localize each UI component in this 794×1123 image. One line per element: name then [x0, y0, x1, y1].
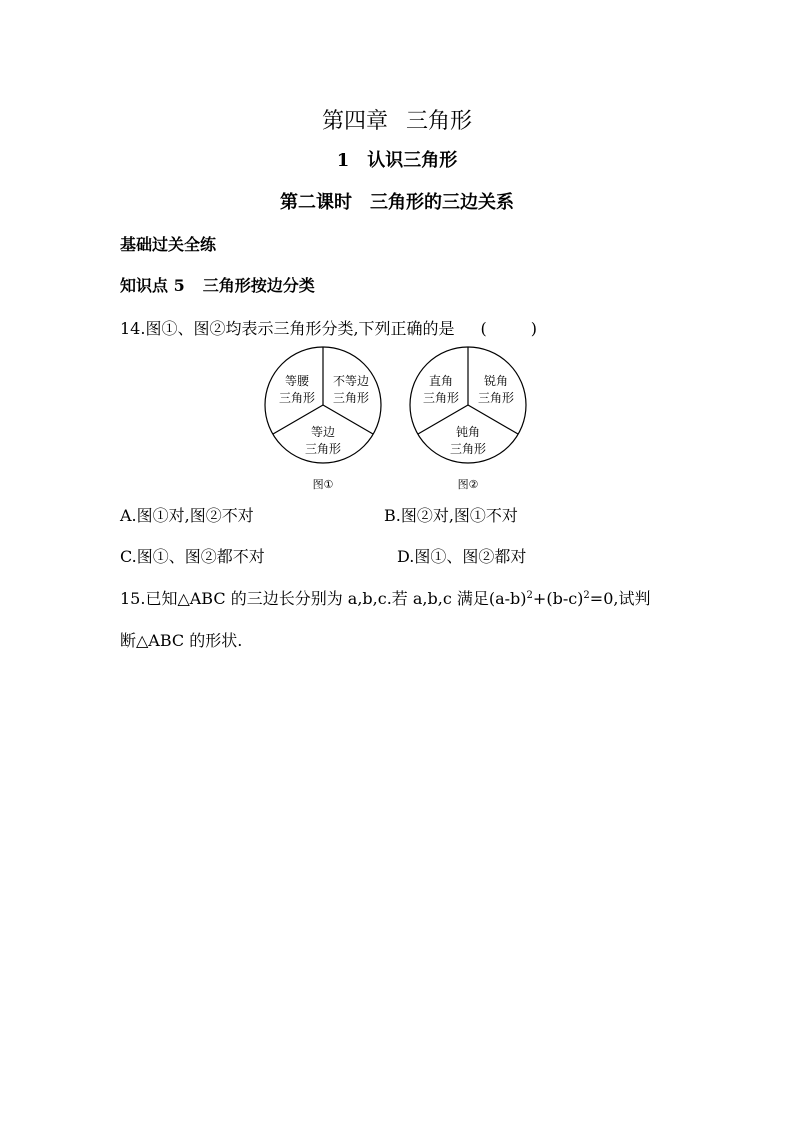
- knowledge-point-heading: [120, 273, 315, 296]
- question-15-text-c: =0,试判: [589, 589, 651, 608]
- chapter-name: 三角形: [406, 109, 473, 134]
- figure-1-caption: 图①: [312, 478, 334, 491]
- answer-paren-open: (: [480, 319, 487, 338]
- figure-2-caption: 图②: [457, 478, 479, 491]
- option-d[interactable]: D.图①、图②都对: [397, 547, 527, 566]
- figure-2-left-label-2: 三角形: [422, 391, 460, 405]
- figure-2-bottom-label-1: 钝角: [455, 425, 481, 439]
- chapter-number: 第四章: [321, 109, 388, 134]
- figure-1-right-label-2: 三角形: [332, 391, 370, 405]
- figure-2-bottom-label-2: 三角形: [449, 442, 487, 456]
- classification-figures: [240, 340, 540, 500]
- period-number: 第二课时: [280, 192, 352, 213]
- figure-1-bottom-label-1: 等边: [310, 425, 336, 439]
- lesson-title: [0, 146, 794, 172]
- superscript-square-2: 2: [583, 590, 590, 601]
- option-a[interactable]: A.图①对,图②不对: [120, 506, 254, 525]
- option-b[interactable]: B.图②对,图①不对: [384, 506, 518, 525]
- question-15-text-a: 15.已知△ABC 的三边长分别为 a,b,c.若 a,b,c 满足(a-b): [120, 589, 527, 608]
- figure-1-left-label-1: 等腰: [284, 374, 310, 388]
- figure-2-right-label-2: 三角形: [477, 391, 515, 405]
- figure-1-bottom-label-2: 三角形: [304, 442, 342, 456]
- knowledge-point-label: 知识点 5: [120, 276, 185, 295]
- figure-2-right-label-1: 锐角: [483, 374, 509, 388]
- question-15-line-1: [120, 586, 650, 609]
- figure-1-left-label-2: 三角形: [278, 391, 316, 405]
- knowledge-point-title: 三角形按边分类: [202, 276, 315, 295]
- question-14-text: 14.图①、图②均表示三角形分类,下列正确的是: [120, 319, 455, 338]
- figure-2-circle-diagram: [410, 347, 526, 491]
- question-15-text-b: +(b-c): [532, 589, 584, 608]
- figure-1-circle-diagram: [265, 347, 381, 491]
- lesson-name: 认识三角形: [367, 150, 458, 171]
- question-14-stem: [120, 316, 537, 339]
- figure-1-right-label-1: 不等边: [332, 374, 370, 388]
- option-c[interactable]: C.图①、图②都不对: [120, 547, 265, 566]
- lesson-number: 1: [336, 150, 350, 171]
- period-name: 三角形的三边关系: [370, 192, 514, 213]
- answer-paren-close: ): [530, 319, 538, 338]
- chapter-title: [0, 104, 794, 135]
- figure-2-left-label-1: 直角: [428, 374, 454, 388]
- section-heading: 基础过关全练: [120, 235, 217, 254]
- period-title: [0, 188, 794, 214]
- question-15-line-2: 断△ABC 的形状.: [120, 631, 243, 650]
- superscript-square-1: 2: [526, 590, 533, 601]
